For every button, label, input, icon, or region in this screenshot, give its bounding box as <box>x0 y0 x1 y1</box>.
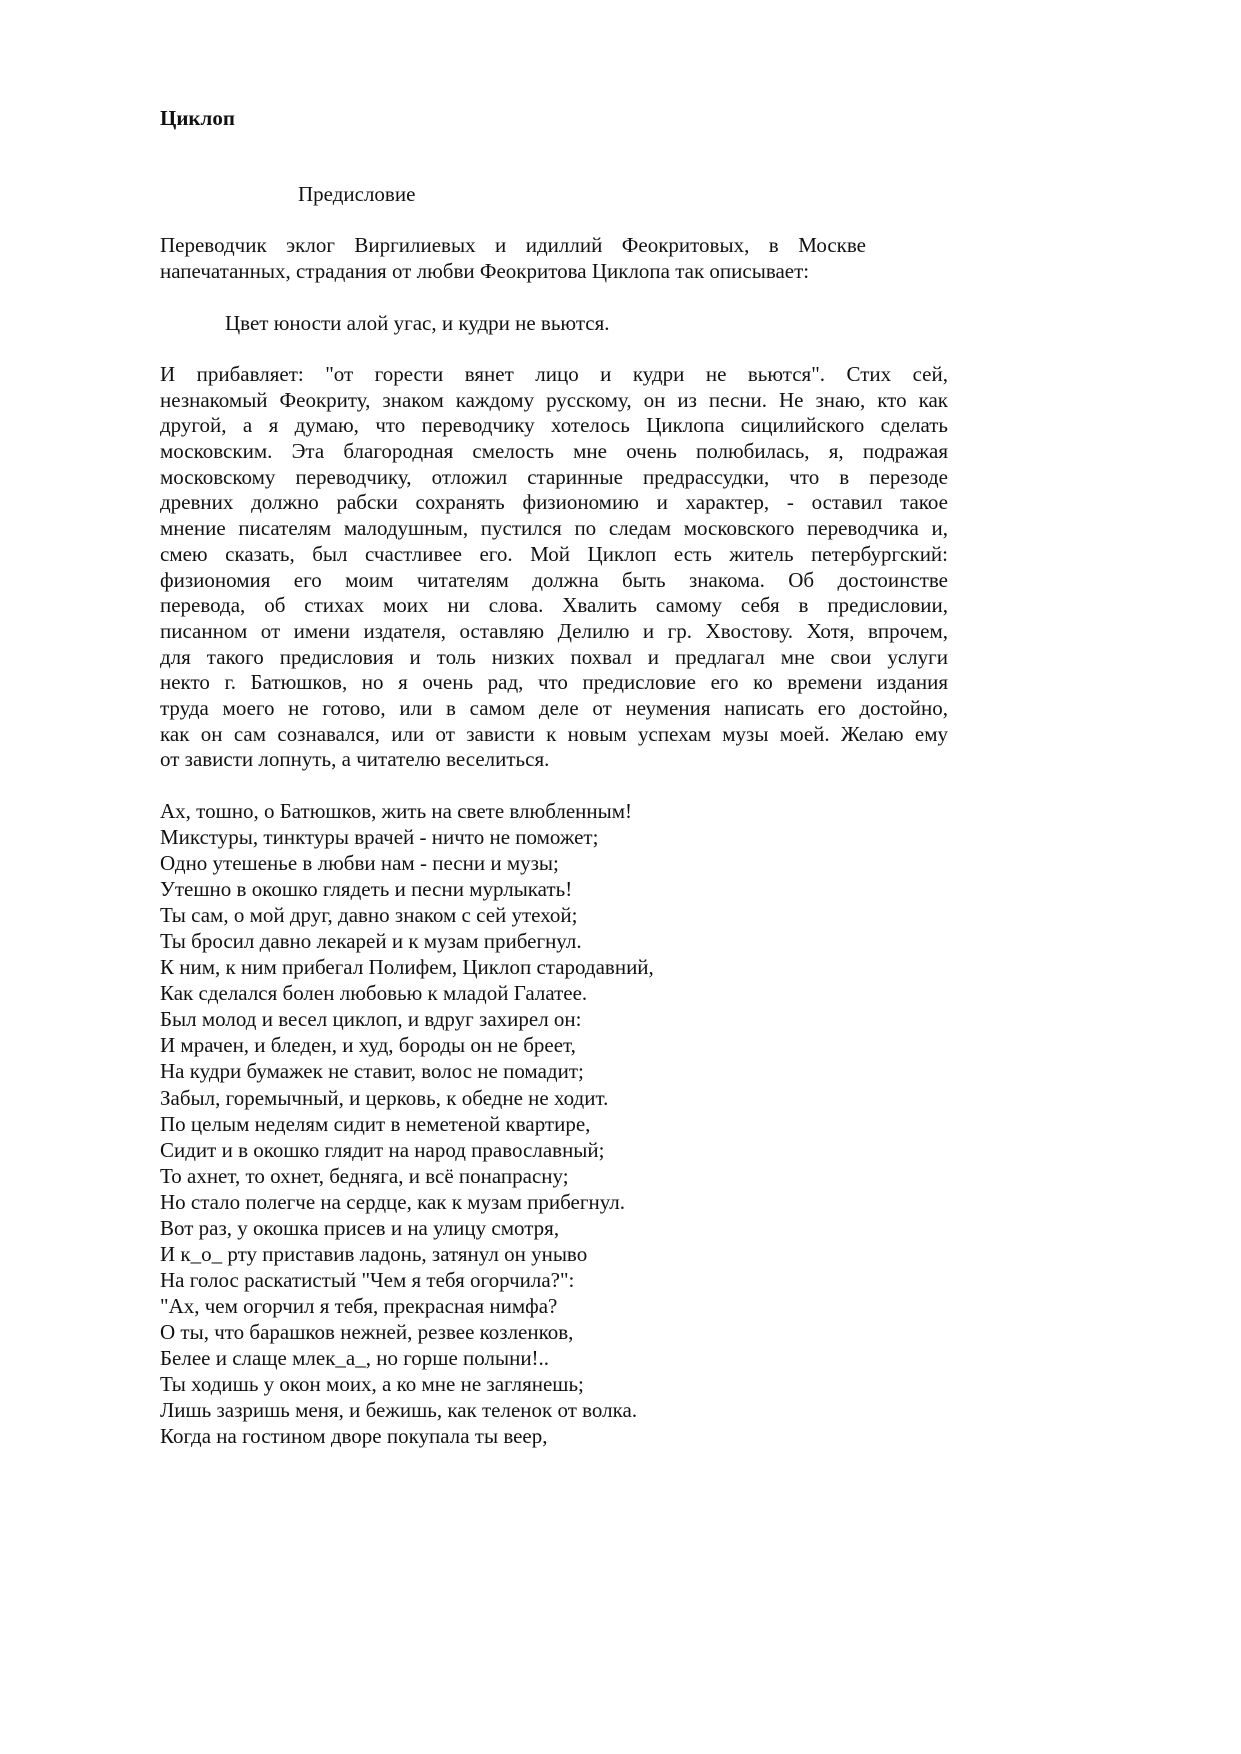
text-line: московским. Эта благородная смелость мне очень полюбилась, я, подражая <box>160 439 948 464</box>
poem-line: Но стало полегче на сердце, как к музам прибегнул. <box>160 1189 626 1214</box>
text-line: древних должно рабски сохранять физиономию и характер, - оставил такое <box>160 490 948 515</box>
poem-line: Ты бросил давно лекарей и к музам прибегнул. <box>160 929 582 954</box>
text-line: Переводчик эклог Виргилиевых и идиллий Феокритовых, в Москве <box>160 233 866 257</box>
poem-line: Забыл, горемычный, и церковь, к обедне не ходит. <box>160 1085 609 1110</box>
text-line: некто г. Батюшков, но я очень рад, что предисловие его ко времени издания <box>160 670 948 695</box>
poem <box>160 798 654 1449</box>
poem-line: Был молод и весел циклоп, и вдруг захирел он: <box>160 1007 582 1032</box>
section-heading: Предисловие <box>298 182 416 206</box>
text-line: для такого предисловия и толь низких похвал и предлагал мне свои услуги <box>160 644 948 669</box>
poem-line: Микстуры, тинктуры врачей - ничто не поможет; <box>160 825 599 850</box>
poem-line: Ты сам, о мой друг, давно знаком с сей утехой; <box>160 903 578 928</box>
poem-line: Одно утешенье в любви нам - песни и музы; <box>160 851 559 876</box>
poem-line: Утешно в окошко глядеть и песни мурлыкать! <box>160 877 573 902</box>
poem-line: По целым неделям сидит в неметеной квартире, <box>160 1111 591 1136</box>
text-line: московскому переводчику, отложил старинные предрассудки, что в перезоде <box>160 464 948 489</box>
poem-line: Ах, тошно, о Батюшков, жить на свете влюбленным! <box>160 799 633 823</box>
quoted-verse: Цвет юности алой угас, и кудри не вьются. <box>225 311 610 335</box>
poem-line: Вот раз, у окошка присев и на улицу смотря, <box>160 1215 560 1240</box>
poem-line: Сидит и в окошко глядит на народ православный; <box>160 1137 605 1162</box>
text-line: как он сам сознавался, или от зависти к новым успехам музы моей. Желаю ему <box>160 721 948 746</box>
poem-line: Когда на гостином дворе покупала ты веер, <box>160 1424 548 1449</box>
poem-line: О ты, что барашков нежней, резвее козленков, <box>160 1319 574 1344</box>
poem-line: То ахнет, то охнет, бедняга, и всё понапрасну; <box>160 1163 569 1188</box>
poem-line: Лишь зазришь меня, и бежишь, как теленок от волка. <box>160 1398 638 1423</box>
poem-line: На голос раскатистый "Чем я тебя огорчила?": <box>160 1267 575 1292</box>
text-line: перевода, об стихах моих ни слова. Хвалить самому себя в предисловии, <box>160 593 948 618</box>
text-line: И прибавляет: "от горести вянет лицо и кудри не вьются". Стих сей, <box>160 362 948 386</box>
poem-line: "Ах, чем огорчил я тебя, прекрасная нимфа? <box>160 1293 558 1318</box>
text-line: труда моего не готово, или в самом деле от неумения написать его достойно, <box>160 695 948 720</box>
poem-line: Ты ходишь у окон моих, а ко мне не заглянешь; <box>160 1372 584 1397</box>
poem-line: На кудри бумажек не ставит, волос не помадит; <box>160 1059 584 1084</box>
poem-line: И к_о_ рту приставив ладонь, затянул он уныво <box>160 1241 588 1266</box>
text-line: мнение писателям малодушным, пустился по следам московского переводчика и, <box>160 516 948 541</box>
text-line: физиономия его моим читателям должна быть знакома. Об достоинстве <box>160 567 948 592</box>
paragraph-intro <box>160 233 866 284</box>
paragraph-main <box>160 362 948 773</box>
poem-line: Белее и слаще млек_а_, но горше полыни!.. <box>160 1345 550 1370</box>
text-line: писанном от имени издателя, оставляю Делилю и гр. Хвостову. Хотя, впрочем, <box>160 618 948 643</box>
text-line: напечатанных, страдания от любви Феокритова Циклопа так описывает: <box>160 258 810 283</box>
text-line: смею сказать, был счастливее его. Мой Циклоп есть житель петербургский: <box>160 541 948 566</box>
text-line: от зависти лопнуть, а читателю веселиться. <box>160 747 550 772</box>
poem-line: К ним, к ним прибегал Полифем, Циклоп стародавний, <box>160 955 654 980</box>
poem-line: И мрачен, и бледен, и худ, бороды он не бреет, <box>160 1033 576 1058</box>
document-title: Циклоп <box>160 106 235 130</box>
text-line: незнакомый Феокриту, знаком каждому русскому, он из песни. Не знаю, кто как <box>160 387 948 412</box>
poem-line: Как сделался болен любовью к младой Галатее. <box>160 981 588 1006</box>
text-line: другой, а я думаю, что переводчику хотелось Циклопа сицилийского сделать <box>160 413 948 438</box>
